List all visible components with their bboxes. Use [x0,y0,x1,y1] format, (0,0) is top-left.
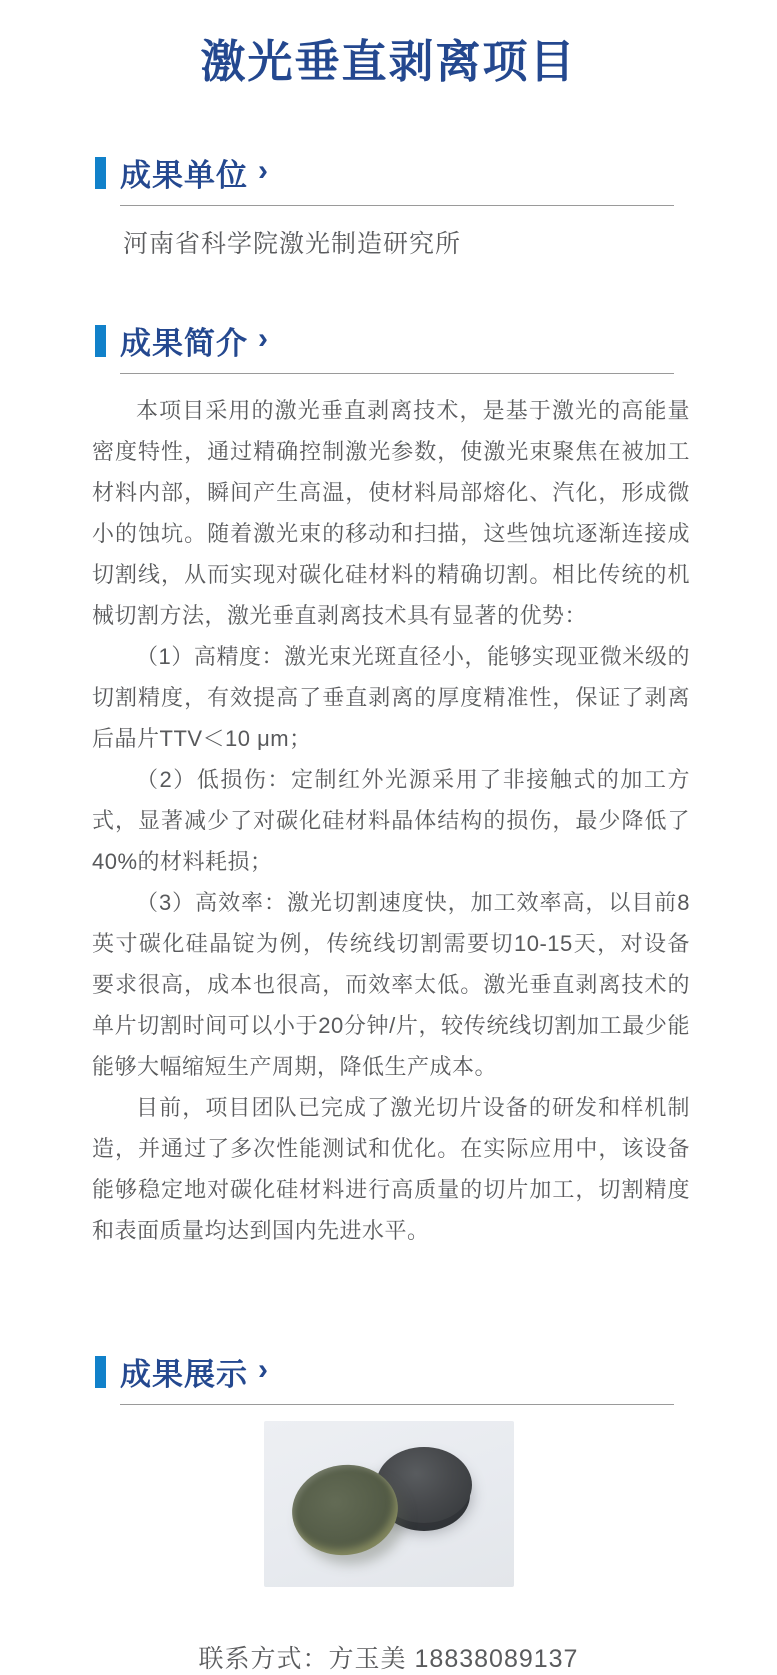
section-unit [0,150,777,260]
section-showcase-header [95,1349,674,1394]
section-intro [0,318,777,1251]
chevron-right-icon: › [258,1352,269,1386]
intro-body [92,390,690,1251]
section-unit-heading [120,150,269,195]
section-showcase-heading [120,1349,269,1394]
section-accent-bar [95,157,106,189]
page-title: 激光垂直剥离项目 [200,36,577,87]
section-divider-line [120,205,674,206]
intro-paragraph: （1）高精度：激光束光斑直径小，能够实现亚微米级的切割精度，有效提高了垂直剥离的厚度精准性，保证了剥离后晶片TTV＜10 μm； [92,644,690,751]
section-intro-heading-text: 成果简介 [120,326,248,361]
section-divider-line [120,373,674,374]
section-divider-line [120,1404,674,1405]
section-accent-bar [95,1356,106,1388]
section-intro-heading [120,318,269,363]
section-showcase-heading-text: 成果展示 [120,1357,248,1392]
chevron-right-icon: › [258,153,269,187]
chevron-right-icon: › [258,321,269,355]
section-unit-header [95,150,674,195]
section-showcase [0,1349,777,1587]
result-photo [264,1421,514,1587]
intro-paragraph: 本项目采用的激光垂直剥离技术，是基于激光的高能量密度特性，通过精确控制激光参数，使激光束聚焦在被加工材料内部，瞬间产生高温，使材料局部熔化、汽化，形成微小的蚀坑。随着激光束的移动和扫描，这些蚀坑逐渐连接成切割线，从而实现对碳化硅材料的精确切割。相比传统的机械切割方法，激光垂直剥离技术具有显著的优势： [92,398,690,628]
section-accent-bar [95,325,106,357]
intro-paragraph: 目前，项目团队已完成了激光切片设备的研发和样机制造，并通过了多次性能测试和优化。在实际应用中，该设备能够稳定地对碳化硅材料进行高质量的切片加工，切割精度和表面质量均达到国内先进水平。 [92,1095,690,1243]
intro-paragraph: （3）高效率：激光切割速度快，加工效率高，以目前8英寸碳化硅晶锭为例，传统线切割需要切10-15天，对设备要求很高，成本也很高，而效率太低。激光垂直剥离技术的单片切割时间可以小于20分钟/片，较传统线切割加工最少能能够大幅缩短生产周期，降低生产成本。 [92,890,690,1079]
contact-phone: 18838089137 [414,1645,579,1673]
contact-name: 方玉美 [328,1645,407,1673]
contact-line [0,1639,777,1675]
org-name: 河南省科学院激光制造研究所 [123,230,462,258]
contact-label: 联系方式： [198,1645,329,1673]
section-intro-header [95,318,674,363]
section-unit-heading-text: 成果单位 [120,158,248,193]
intro-paragraph: （2）低损伤：定制红外光源采用了非接触式的加工方式，显著减少了对碳化硅材料晶体结构的损伤，最少降低了40%的材料耗损； [92,767,690,874]
